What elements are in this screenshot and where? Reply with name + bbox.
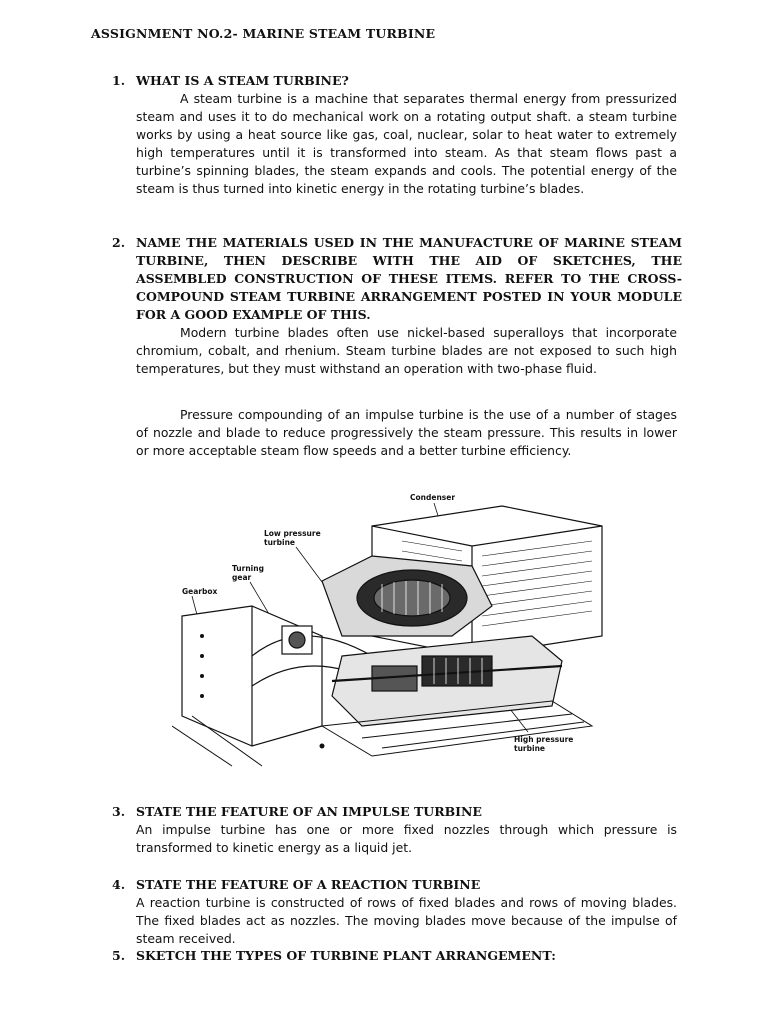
section-1-heading bbox=[112, 72, 682, 90]
label-low-pressure-1: Low pressure bbox=[264, 529, 321, 538]
section-heading-text: NAME THE MATERIALS USED IN THE MANUFACTURE OF MARINE STEAM TURBINE, THEN DESCRIBE WITH THE AID OF SKETCHES, THE ASSEMBLED CONSTRUCTION OF THESE ITEMS. REFER TO THE CROSS-COMPOUND STEAM TURBINE ARRANGEMENT POSTED IN YOUR MODULE FOR A GOOD EXAMPLE OF THIS. bbox=[136, 235, 682, 322]
label-low-pressure-2: turbine bbox=[264, 538, 295, 547]
turbine-sketch bbox=[172, 486, 612, 769]
section-heading-text: STATE THE FEATURE OF AN IMPULSE TURBINE bbox=[136, 804, 482, 819]
section-number: 5. bbox=[112, 948, 126, 963]
label-high-pressure-2: turbine bbox=[514, 744, 545, 753]
label-turning-1: Turning bbox=[232, 564, 264, 573]
section-2-paragraph-1: Modern turbine blades often use nickel-based superalloys that incorporate chromium, cobalt, and rhenium. Steam turbine blades are not exposed to such high temperatures, but they must withstand an operation with two-phase fluid. bbox=[136, 325, 677, 376]
section-2-paragraph-2: Pressure compounding of an impulse turbine is the use of a number of stages of nozzle and blade to reduce progressively the steam pressure. This results in lower or more acceptable steam flow speeds and a better turbine efficiency. bbox=[136, 407, 677, 458]
section-4-paragraph: A reaction turbine is constructed of rows of fixed blades and rows of moving blades. The fixed blades act as nozzles. The moving blades move because of the impulse of steam received. bbox=[136, 895, 677, 946]
section-number: 2. bbox=[112, 235, 126, 250]
section-3-paragraph: An impulse turbine has one or more fixed nozzles through which pressure is transformed to kinetic energy as a liquid jet. bbox=[136, 822, 677, 855]
section-3-heading bbox=[112, 803, 682, 821]
label-turning-2: gear bbox=[232, 573, 252, 582]
section-number: 3. bbox=[112, 804, 126, 819]
section-5-heading bbox=[112, 947, 682, 965]
label-high-pressure-1: High pressure bbox=[514, 735, 574, 744]
section-heading-text: SKETCH THE TYPES OF TURBINE PLANT ARRANGEMENT: bbox=[136, 948, 556, 963]
label-condenser: Condenser bbox=[410, 493, 456, 502]
section-number: 1. bbox=[112, 73, 126, 88]
page-title: ASSIGNMENT NO.2- MARINE STEAM TURBINE bbox=[91, 26, 436, 41]
section-1-paragraph: A steam turbine is a machine that separates thermal energy from pressurized steam and uses it to do mechanical work on a rotating output shaft. a steam turbine works by using a heat source like gas, coal, nuclear, solar to heat water to extremely high temperatures until it is transformed into steam. As that steam flows past a turbine’s spinning blades, the steam expands and cools. The potential energy of the steam is thus turned into kinetic energy in the rotating turbine’s blades. bbox=[136, 91, 677, 196]
section-heading-text: STATE THE FEATURE OF A REACTION TURBINE bbox=[136, 877, 481, 892]
section-number: 4. bbox=[112, 877, 126, 892]
section-2-heading bbox=[112, 234, 682, 324]
section-4-heading bbox=[112, 876, 682, 894]
turbine-arrangement-figure bbox=[172, 486, 612, 769]
section-heading-text: WHAT IS A STEAM TURBINE? bbox=[136, 73, 349, 88]
label-gearbox: Gearbox bbox=[182, 587, 218, 596]
